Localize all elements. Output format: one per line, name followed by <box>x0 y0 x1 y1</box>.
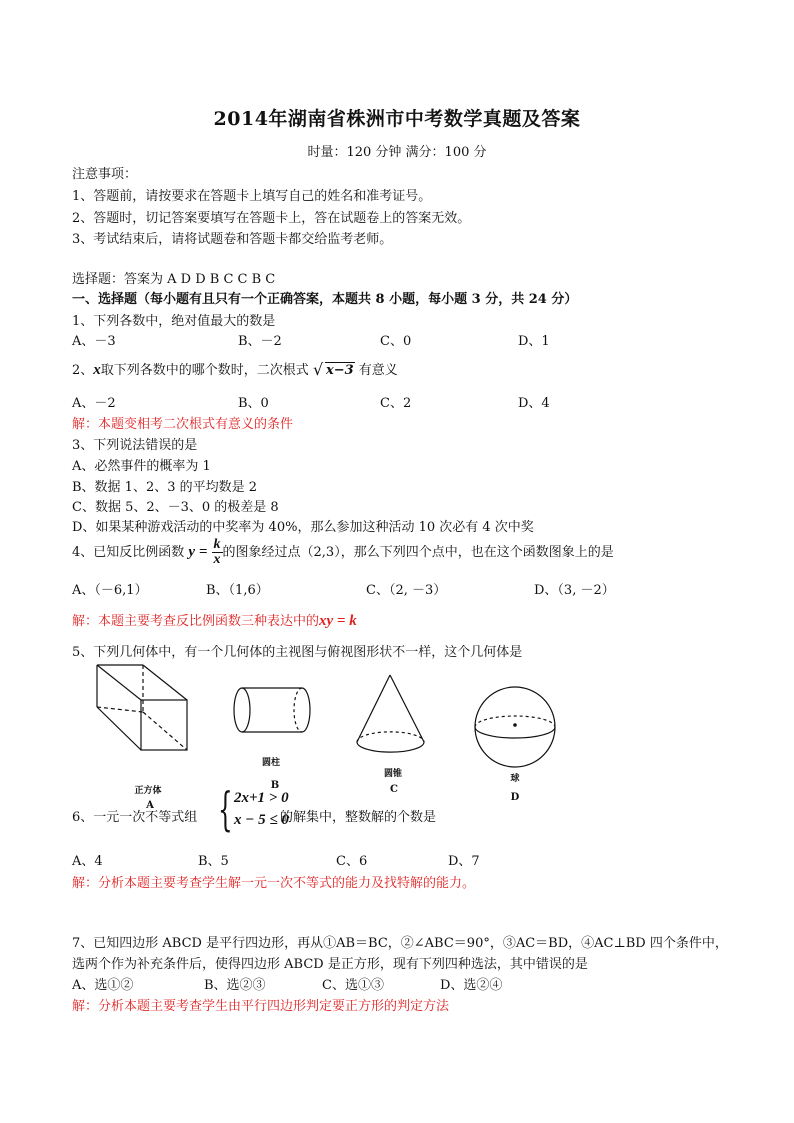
q7-option-a: A、选①② <box>72 978 134 993</box>
q2-option-a: A、－2 <box>72 396 116 411</box>
q6-option-c: C、6 <box>336 854 368 869</box>
question-7-stem-line1: 7、已知四边形 ABCD 是平行四边形，再从①AB＝BC，②∠ABC＝90°，③AC＝BD，④AC⊥BD 四个条件中， <box>72 936 728 951</box>
q2-option-d: D、4 <box>518 396 550 411</box>
figure-caption: 圆锥 <box>383 769 402 779</box>
cone-figure <box>352 672 432 758</box>
note-item: 3、考试结束后，请将试题卷和答题卡都交给监考老师。 <box>72 232 393 247</box>
section-heading: 一、选择题（每小题有且只有一个正确答案，本题共 8 小题，每小题 3 分，共 24 分） <box>72 292 578 307</box>
q2-analysis: 解：本题变相考二次根式有意义的条件 <box>72 417 294 432</box>
exam-time-and-score: 时量：120 分钟 满分：100 分 <box>307 145 487 160</box>
q3-option-b: B、数据 1、2、3 的平均数是 2 <box>72 480 258 495</box>
question-2-stem <box>72 359 398 379</box>
q2-number: 2、 <box>72 363 94 378</box>
fraction-denominator: x <box>213 552 221 567</box>
q4-option-d: D、（3, －2） <box>534 583 615 598</box>
figure-letter: B <box>270 780 280 791</box>
q2-option-c: C、2 <box>380 396 412 411</box>
q4-text: 4、已知反比例函数 <box>72 545 189 560</box>
brace-symbol: { <box>218 782 233 836</box>
q2-text-end: 有意义 <box>358 363 398 378</box>
q6-option-b: B、5 <box>198 854 229 869</box>
note-item: 1、答题前，请按要求在答题卡上填写自己的姓名和准考证号。 <box>72 189 432 204</box>
q4-option-a: A、（－6,1） <box>72 583 148 598</box>
q1-option-b: B、－2 <box>238 334 282 349</box>
question-5-stem: 5、下列几何体中，有一个几何体的主视图与俯视图形状不一样，这个几何体是 <box>72 645 523 660</box>
q7-option-d: D、选②④ <box>440 978 503 993</box>
cylinder-figure <box>232 684 314 736</box>
q4-option-b: B、（1,6） <box>206 583 269 598</box>
figure-letter: C <box>390 784 398 795</box>
figure-letter: D <box>510 792 520 803</box>
sqrt-radicand: x−3 <box>325 363 354 378</box>
question-3-stem: 3、下列说法错误的是 <box>72 438 198 453</box>
note-item: 2、答题时，切记答案要填写在答题卡上，答在试题卷上的答案无效。 <box>72 211 471 226</box>
inequality-2: x − 5 ≤ 0 <box>234 812 289 828</box>
q4-function-lhs: y = <box>188 544 208 560</box>
q2-text: 取下列各数中的哪个数时，二次根式 <box>100 363 309 378</box>
q3-option-c: C、数据 5、2、－3、0 的极差是 8 <box>72 500 279 515</box>
answer-key: 选择题：答案为 A D D B C C B C <box>72 272 276 287</box>
q6-option-a: A、4 <box>72 854 103 869</box>
q7-option-c: C、选①③ <box>322 978 384 993</box>
question-4-stem <box>72 538 614 567</box>
q4-fraction <box>212 538 223 567</box>
q7-analysis: 解：分析本题主要考查学生由平行四边形判定要正方形的判定方法 <box>72 999 450 1014</box>
page-title: 2014年湖南省株洲市中考数学真题及答案 <box>213 108 581 130</box>
question-6-prefix: 6、一元一次不等式组 <box>72 810 198 825</box>
q1-option-d: D、1 <box>518 334 550 349</box>
cube-figure <box>88 662 198 760</box>
notes-heading: 注意事项： <box>72 167 138 182</box>
q7-option-b: B、选②③ <box>204 978 266 993</box>
question-1-stem: 1、下列各数中，绝对值最大的数是 <box>72 314 276 329</box>
question-6-suffix: 的解集中，整数解的个数是 <box>280 810 437 825</box>
q2-variable: x <box>93 362 101 378</box>
inequality-1: 2x+1 > 0 <box>234 790 289 806</box>
q4-text-end: 的图象经过点（2,3），那么下列四个点中，也在这个函数图象上的是 <box>222 545 614 560</box>
figure-letter: A <box>146 800 154 811</box>
q4-analysis <box>72 610 357 630</box>
figure-caption: 球 <box>510 774 520 784</box>
q3-option-a: A、必然事件的概率为 1 <box>72 459 211 474</box>
q6-analysis: 解：分析本题主要考查学生解一元一次不等式的能力及找特解的能力。 <box>72 876 476 891</box>
q2-option-b: B、0 <box>238 396 269 411</box>
figure-caption: 正方体 <box>134 786 162 796</box>
q4-option-c: C、（2, －3） <box>366 583 447 598</box>
q3-option-d: D、如果某种游戏活动的中奖率为 40%，那么参加这种活动 10 次必有 4 次中奖 <box>72 520 534 535</box>
fraction-numerator: k <box>213 537 221 552</box>
q1-option-a: A、－3 <box>72 334 116 349</box>
q4-analysis-text: 解：本题主要考查反比例函数三种表达中的 <box>72 614 320 629</box>
q1-option-c: C、0 <box>380 334 412 349</box>
question-7-stem-line2: 选两个作为补充条件后，使得四边形 ABCD 是正方形，现有下列四种选法，其中错误的是 <box>72 957 588 972</box>
q4-analysis-math: xy = k <box>319 613 357 629</box>
sqrt-expression: √ x−3 <box>312 360 354 379</box>
sphere-figure <box>472 684 558 770</box>
q6-option-d: D、7 <box>448 854 480 869</box>
figure-caption: 圆柱 <box>261 758 280 768</box>
